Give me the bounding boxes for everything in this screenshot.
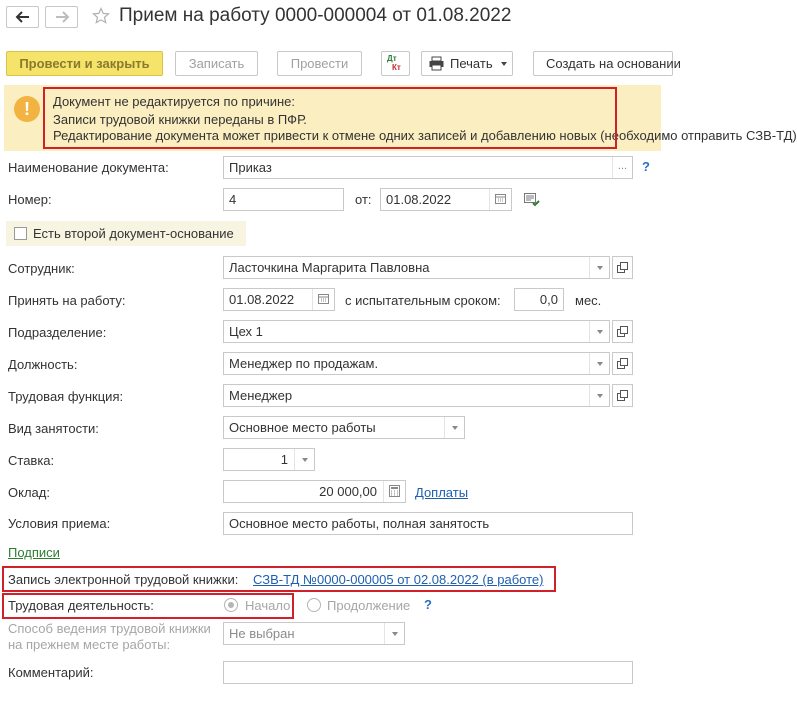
save-button[interactable]: Записать: [175, 51, 258, 76]
activity-continue-radio[interactable]: [307, 598, 321, 612]
open-icon: [617, 326, 628, 337]
exclamation-icon: !: [14, 96, 40, 122]
open-icon: [617, 358, 628, 369]
etk-highlight: [2, 566, 556, 592]
post-button[interactable]: Провести: [277, 51, 362, 76]
help-icon[interactable]: ?: [424, 597, 432, 612]
open-icon: [617, 390, 628, 401]
probation-field[interactable]: 0,0: [514, 288, 564, 311]
ellipsis-icon[interactable]: ...: [612, 157, 632, 178]
number-label: Номер:: [8, 192, 52, 207]
second-basis-row[interactable]: [6, 221, 246, 246]
second-basis-label: Есть второй документ-основание: [33, 226, 234, 241]
signatures-link[interactable]: Подписи: [8, 545, 60, 560]
warning-line-1: Документ не редактируется по причине:: [53, 94, 296, 109]
etk-record-label: Запись электронной трудовой книжки:: [8, 572, 239, 587]
conditions-field[interactable]: Основное место работы, полная занятость: [223, 512, 633, 535]
chevron-down-icon[interactable]: [294, 449, 314, 470]
chevron-down-icon[interactable]: [589, 353, 609, 374]
hire-date-field[interactable]: 01.08.2022: [223, 288, 335, 311]
department-label: Подразделение:: [8, 325, 107, 340]
document-check-icon[interactable]: [524, 193, 540, 207]
chevron-down-icon[interactable]: [444, 417, 464, 438]
payments-link[interactable]: Доплаты: [415, 485, 469, 500]
open-position-button[interactable]: [612, 352, 633, 375]
position-label: Должность:: [8, 357, 78, 372]
calculator-icon[interactable]: [383, 481, 405, 502]
labor-activity-label: Трудовая деятельность:: [8, 598, 154, 613]
activity-start-label: Начало: [245, 598, 291, 613]
activity-highlight: [2, 593, 294, 619]
etk-record-link[interactable]: СЗВ-ТД №0000-000005 от 02.08.2022 (в работе): [253, 572, 544, 587]
chevron-down-icon: [501, 62, 507, 66]
open-employee-button[interactable]: [612, 256, 633, 279]
employment-type-label: Вид занятости:: [8, 421, 99, 436]
employee-field[interactable]: Ласточкина Маргарита Павловна: [223, 256, 610, 279]
arrow-right-icon: [55, 11, 69, 23]
activity-continue-label: Продолжение: [327, 598, 411, 613]
back-button[interactable]: [6, 6, 39, 28]
salary-field[interactable]: 20 000,00: [223, 480, 406, 503]
calendar-icon[interactable]: [312, 289, 334, 310]
date-field[interactable]: 01.08.2022: [380, 188, 512, 211]
warning-line-3: Редактирование документа может привести к отмене одних записей и добавлению новых (необходимо отправить СЗВ-ТД): [53, 128, 797, 143]
rate-field[interactable]: 1: [223, 448, 315, 471]
conditions-label: Условия приема:: [8, 516, 111, 531]
doc-name-label: Наименование документа:: [8, 160, 169, 175]
help-icon[interactable]: ?: [642, 159, 650, 174]
doc-name-field[interactable]: Приказ ...: [223, 156, 633, 179]
department-field[interactable]: Цех 1: [223, 320, 610, 343]
arrow-left-icon: [16, 11, 30, 23]
employment-type-select[interactable]: Основное место работы: [223, 416, 465, 439]
forward-button[interactable]: [45, 6, 78, 28]
chevron-down-icon[interactable]: [384, 623, 404, 644]
open-department-button[interactable]: [612, 320, 633, 343]
chevron-down-icon[interactable]: [589, 257, 609, 278]
prev-method-select[interactable]: Не выбран: [223, 622, 405, 645]
second-basis-checkbox[interactable]: [14, 227, 27, 240]
comment-field[interactable]: [223, 661, 633, 684]
star-icon[interactable]: [92, 7, 110, 25]
employee-label: Сотрудник:: [8, 261, 75, 276]
create-based-on-button[interactable]: Создать на основании: [533, 51, 673, 76]
warning-line-2: Записи трудовой книжки переданы в ПФР.: [53, 112, 307, 127]
printer-icon: [429, 57, 444, 70]
dtkt-icon: Дт Кт: [387, 54, 401, 72]
post-and-close-button[interactable]: Провести и закрыть: [6, 51, 163, 76]
rate-label: Ставка:: [8, 453, 55, 468]
page-title: Прием на работу 0000-000004 от 01.08.2022: [119, 5, 512, 26]
number-field[interactable]: 4: [223, 188, 344, 211]
probation-label: с испытательным сроком:: [345, 293, 501, 308]
open-icon: [617, 262, 628, 273]
hire-date-label: Принять на работу:: [8, 293, 126, 308]
labor-function-label: Трудовая функция:: [8, 389, 124, 404]
calendar-icon[interactable]: [489, 189, 511, 210]
prev-method-label: Способ ведения трудовой книжки на прежнем месте работы:: [8, 621, 211, 652]
date-from-label: от:: [355, 192, 372, 207]
print-button[interactable]: [421, 51, 513, 76]
open-labor-function-button[interactable]: [612, 384, 633, 407]
chevron-down-icon[interactable]: [589, 385, 609, 406]
position-field[interactable]: Менеджер по продажам.: [223, 352, 610, 375]
dtkt-button[interactable]: [381, 51, 410, 76]
print-label: Печать: [450, 56, 493, 71]
probation-unit-label: мес.: [575, 293, 602, 308]
warning-highlight: [43, 87, 617, 149]
chevron-down-icon[interactable]: [589, 321, 609, 342]
labor-function-field[interactable]: Менеджер: [223, 384, 610, 407]
salary-label: Оклад:: [8, 485, 50, 500]
comment-label: Комментарий:: [8, 665, 94, 680]
